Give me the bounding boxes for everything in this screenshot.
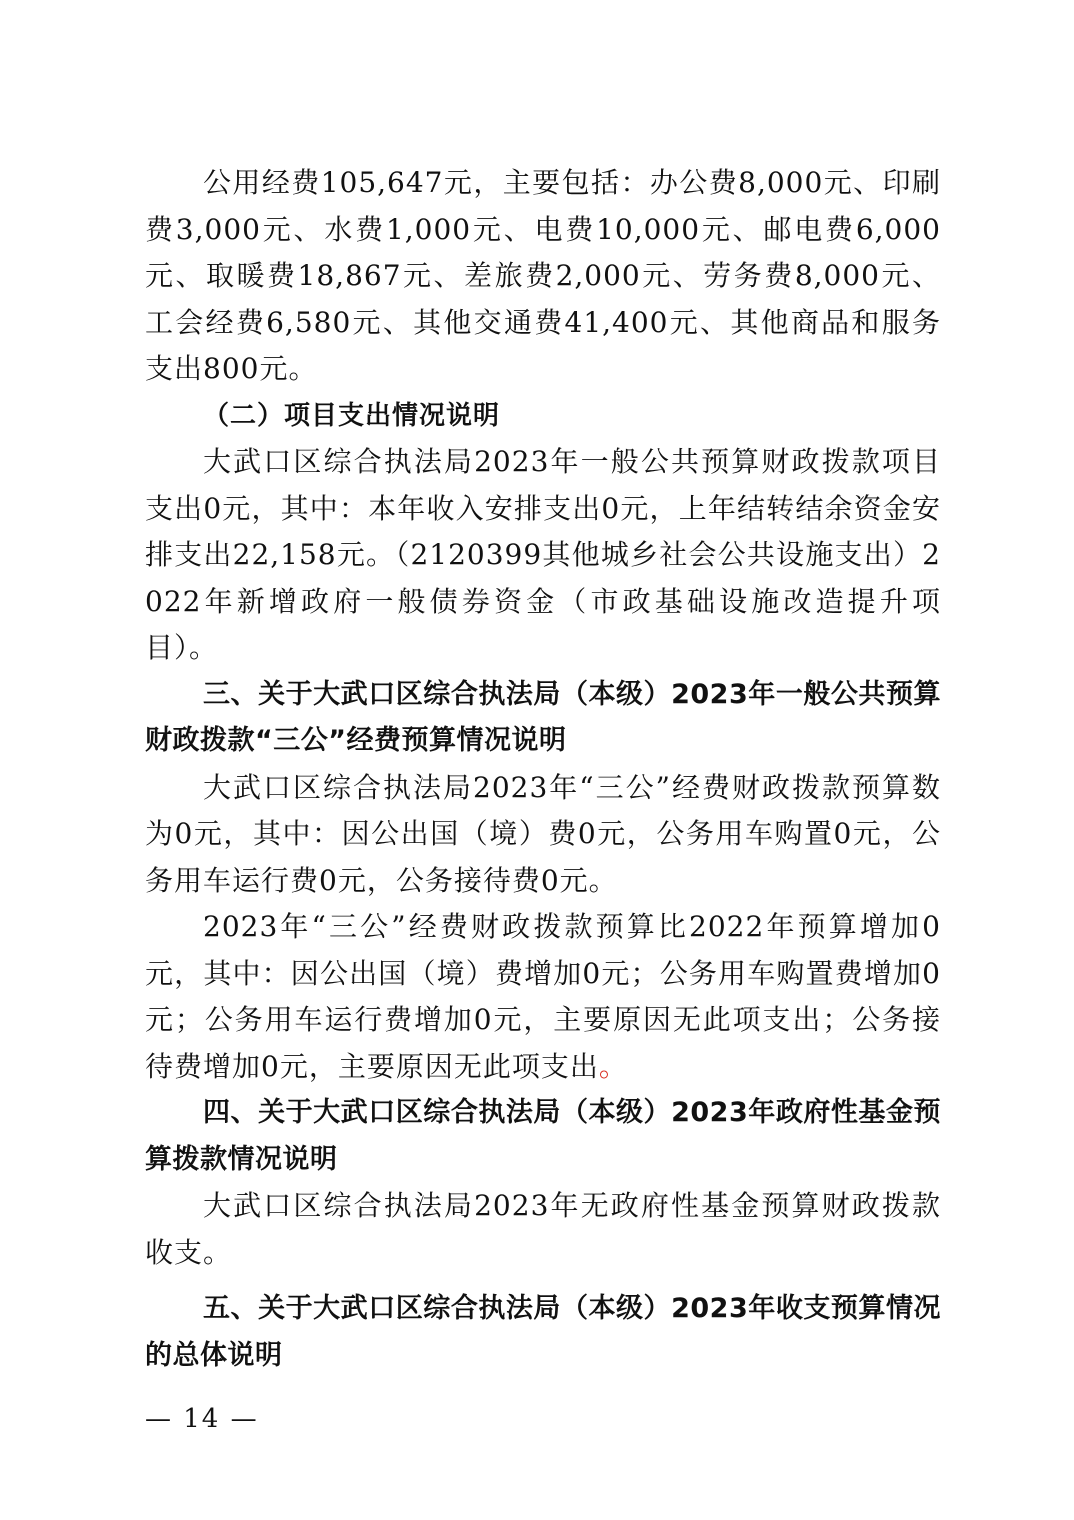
three-public-budget-paragraph: 大武口区综合执法局2023年“三公”经费财政拨款预算数为0元，其中：因公出国（境）费0元，公务用车购置0元，公务用车运行费0元，公务接待费0元。 [145, 770, 941, 897]
project-expenditure-subheading: （二）项目支出情况说明 [203, 400, 501, 431]
project-expenditure-paragraph: 大武口区综合执法局2023年一般公共预算财政拨款项目支出0元，其中：本年收入安排支出0元，上年结转结余资金安排支出22,158元。（2120399其他城乡社会公共设施支出）2022年新增政府一般债券资金（市政基础设施改造提升项目）。 [145, 445, 941, 664]
three-public-comparison-text: 2023年“三公”经费财政拨款预算比2022年预算增加0元，其中：因公出国（境）费增加0元；公务用车购置费增加0元；公务用车运行费增加0元，主要原因无此项支出；公务接待费增加0元，主要原因无此项支出 [145, 910, 941, 1083]
page-number: — 14 — [145, 1404, 259, 1434]
three-public-comparison-paragraph [145, 904, 941, 1090]
red-period-mark: 。 [598, 1049, 628, 1083]
section-five-heading: 五、关于大武口区综合执法局（本级）2023年收支预算情况的总体说明 [145, 1293, 941, 1371]
public-expenses-paragraph: 公用经费105,647元，主要包括：办公费8,000元、印刷费3,000元、水费1,000元、电费10,000元、邮电费6,000元、取暖费18,867元、差旅费2,000元、劳务费8,000元、工会经费6,580元、其他交通费41,400元、其他商品和服务支出800元。 [145, 166, 941, 385]
document-body [145, 160, 941, 1379]
section-three-heading: 三、关于大武口区综合执法局（本级）2023年一般公共预算财政拨款“三公”经费预算情况说明 [145, 678, 941, 756]
government-fund-paragraph: 大武口区综合执法局2023年无政府性基金预算财政拨款收支。 [145, 1189, 941, 1269]
section-four-heading: 四、关于大武口区综合执法局（本级）2023年政府性基金预算拨款情况说明 [145, 1097, 941, 1175]
